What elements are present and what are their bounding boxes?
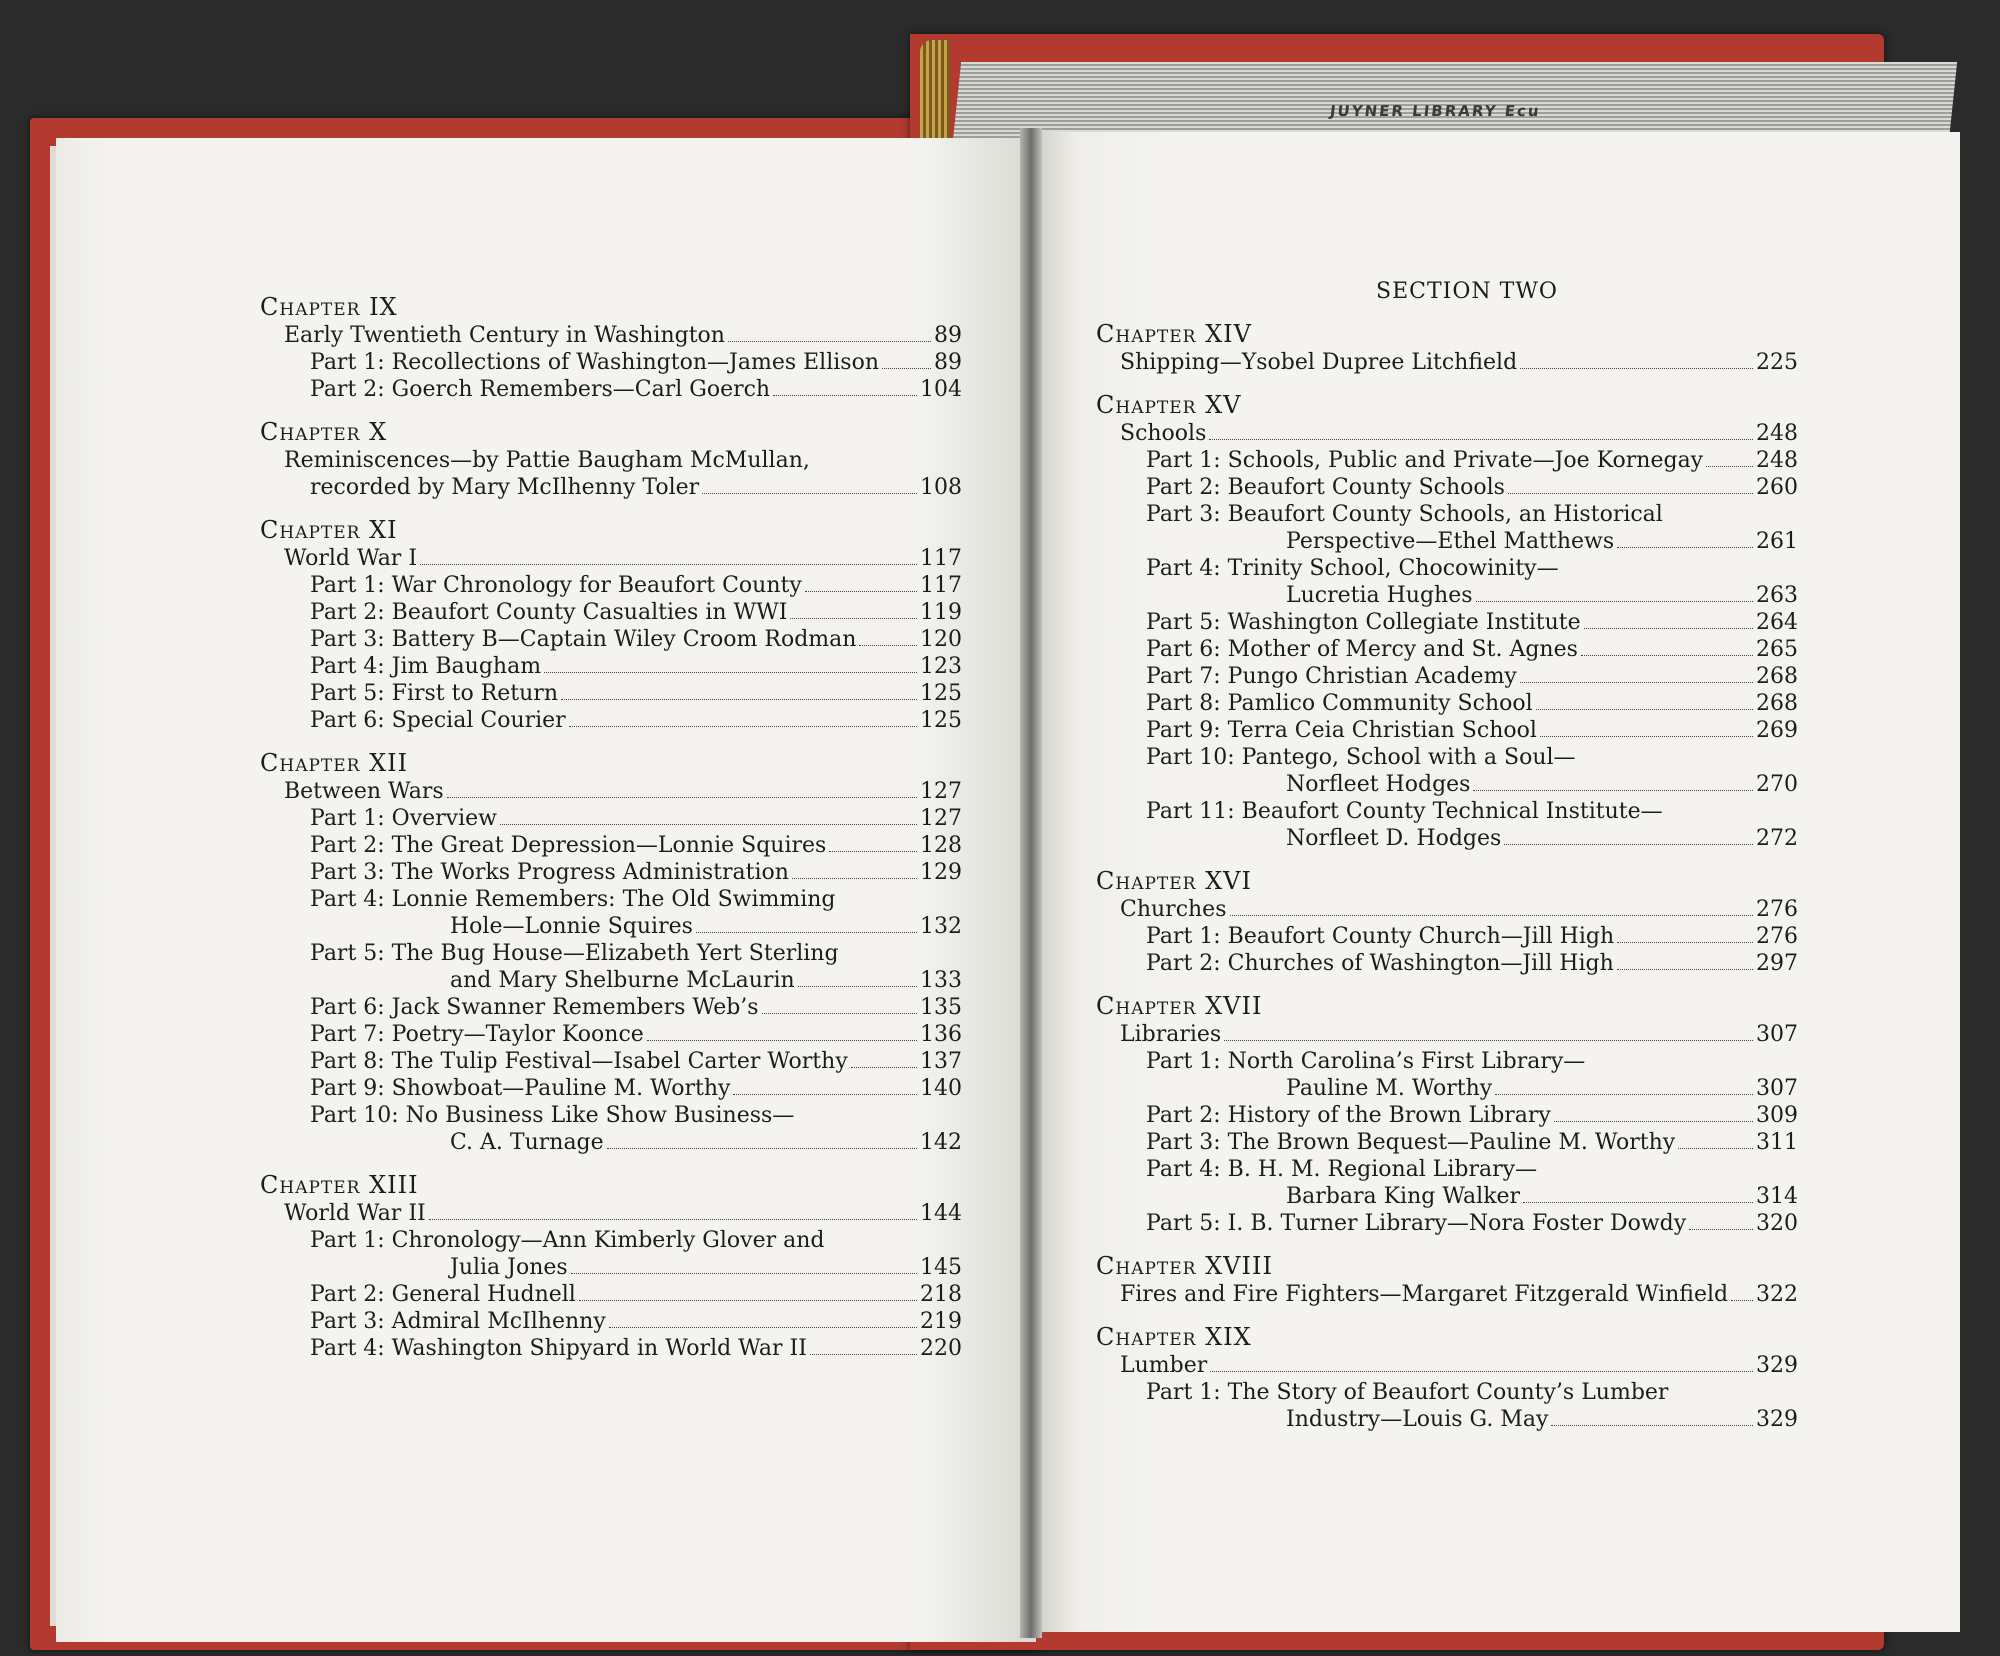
entry-title: Pauline M. Worthy [1286,1076,1493,1101]
entry-title: Part 6: Jack Swanner Remembers Web’s [310,995,759,1020]
page-number: 127 [920,806,962,831]
toc-line: Part 10: No Business Like Show Business— [310,1103,795,1128]
page-number: 307 [1756,1076,1798,1101]
toc-entry [1096,1129,1798,1156]
entry-title: Barbara King Walker [1286,1184,1521,1209]
page-number: 297 [1756,951,1798,976]
page-number: 140 [920,1076,962,1101]
dot-leader [798,986,917,987]
page-number: 129 [920,860,962,885]
toc-entry [1096,447,1798,474]
page-number: 269 [1756,718,1798,743]
left-table-of-contents [260,292,962,1362]
dot-leader [607,1148,917,1149]
toc-entry [1096,825,1798,852]
dot-leader [1617,942,1753,943]
dot-leader [1495,1094,1753,1095]
dot-leader [1536,709,1753,710]
entry-title: Part 2: General Hudnell [310,1282,576,1307]
toc-entry [1096,1102,1798,1129]
page-number: 144 [920,1201,962,1226]
toc-line: Part 11: Beaufort County Technical Institute— [1146,799,1663,824]
toc-entry [260,1021,962,1048]
dot-leader [1551,1425,1753,1426]
entry-title: Churches [1120,897,1227,922]
entry-title: Shipping—Ysobel Dupree Litchfield [1120,350,1518,375]
right-table-of-contents [1096,278,1798,1433]
chapter-heading: Chapter XIV [1096,320,1252,348]
chapter-heading: Chapter XIX [1096,1323,1252,1351]
page-number: 309 [1756,1103,1798,1128]
dot-leader [1209,439,1753,440]
entry-title: Early Twentieth Century in Washington [284,323,725,348]
dot-leader [829,851,917,852]
entry-title: Norfleet D. Hodges [1286,826,1502,851]
library-stamp: JUYNER LIBRARY Ecu [1329,102,1542,120]
dot-leader [1554,1121,1753,1122]
toc-entry [1096,896,1798,923]
toc-entry [260,572,962,599]
dot-leader [647,1040,917,1041]
entry-title: Industry—Louis G. May [1286,1407,1549,1432]
entry-title: Julia Jones [450,1255,568,1280]
toc-line: Part 4: Lonnie Remembers: The Old Swimming [310,887,836,912]
entry-title: Lucretia Hughes [1286,583,1473,608]
page-number: 108 [920,475,962,500]
dot-leader [1520,368,1753,369]
toc-line: Part 10: Pantego, School with a Soul— [1146,745,1576,770]
toc-entry [1096,1021,1798,1048]
dot-leader [762,1013,917,1014]
chapter-heading: Chapter XVII [1096,992,1263,1020]
page-number: 225 [1756,350,1798,375]
toc-entry [260,545,962,572]
dot-leader [790,618,917,619]
dot-leader [773,395,917,396]
toc-entry [1096,1406,1798,1433]
dot-leader [1523,1202,1753,1203]
dot-leader [1689,1229,1753,1230]
dot-leader [1617,547,1753,548]
page-number: 320 [1756,1211,1798,1236]
page-number: 128 [920,833,962,858]
page-number: 89 [934,350,962,375]
entry-title: Part 2: Goerch Remembers—Carl Goerch [310,377,771,402]
page-number: 145 [920,1255,962,1280]
entry-title: Part 5: Washington Collegiate Institute [1146,610,1581,635]
page-number: 117 [920,546,962,571]
toc-line: Part 4: Trinity School, Chocowinity— [1146,556,1559,581]
toc-entry [260,474,962,501]
entry-title: Part 1: Schools, Public and Private—Joe Kornegay [1146,448,1704,473]
dot-leader [579,1300,917,1301]
toc-line: Part 1: The Story of Beaufort County’s Lumber [1146,1380,1669,1405]
dot-leader [609,1327,917,1328]
toc-line: Part 1: Chronology—Ann Kimberly Glover and [310,1228,825,1253]
toc-entry [1096,1352,1798,1379]
page-number: 136 [920,1022,962,1047]
page-number: 117 [920,573,962,598]
toc-entry [1096,1075,1798,1102]
dot-leader [882,368,931,369]
toc-entry [1096,349,1798,376]
toc-entry [260,707,962,734]
dot-leader [733,1094,917,1095]
entry-title: Part 2: Beaufort County Casualties in WWI [310,600,788,625]
toc-entry [260,1254,962,1281]
dot-leader [500,824,917,825]
dot-leader [1508,493,1753,494]
entry-title: Part 6: Special Courier [310,708,566,733]
page-number: 276 [1756,897,1798,922]
dot-leader [1581,655,1753,656]
dot-leader [702,493,917,494]
dot-leader [810,1354,917,1355]
dot-leader [1678,1148,1753,1149]
entry-title: Part 9: Showboat—Pauline M. Worthy [310,1076,731,1101]
chapter-heading: Chapter XVIII [1096,1252,1273,1280]
entry-title: C. A. Turnage [450,1130,604,1155]
page-number: 133 [920,968,962,993]
entry-title: Part 4: Jim Baugham [310,654,542,679]
chapter-heading: Chapter XIII [260,1171,419,1199]
toc-entry [1096,420,1798,447]
page-number: 220 [920,1336,962,1361]
entry-title: and Mary Shelburne McLaurin [450,968,795,993]
toc-entry [260,322,962,349]
toc-entry [1096,1281,1798,1308]
toc-entry [1096,528,1798,555]
toc-line: Part 3: Beaufort County Schools, an Historical [1146,502,1663,527]
dot-leader [728,341,931,342]
entry-title: Part 1: Recollections of Washington—James Ellison [310,350,879,375]
toc-entry [260,626,962,653]
dot-leader [1520,682,1753,683]
page-number: 268 [1756,664,1798,689]
toc-entry [260,1048,962,1075]
page-number: 120 [920,627,962,652]
toc-entry [1096,474,1798,501]
entry-title: Part 9: Terra Ceia Christian School [1146,718,1537,743]
page-number: 261 [1756,529,1798,554]
toc-entry [260,1200,962,1227]
toc-entry [260,1075,962,1102]
toc-entry [1096,1210,1798,1237]
entry-title: Part 2: Beaufort County Schools [1146,475,1505,500]
toc-entry [1096,950,1798,977]
toc-entry [1096,663,1798,690]
toc-entry [260,1281,962,1308]
page-number: 311 [1756,1130,1798,1155]
toc-entry [1096,636,1798,663]
entry-title: Part 6: Mother of Mercy and St. Agnes [1146,637,1578,662]
toc-entry [260,994,962,1021]
toc-entry [260,805,962,832]
entry-title: Norfleet Hodges [1286,772,1471,797]
page-number: 322 [1756,1282,1798,1307]
dot-leader [1224,1040,1753,1041]
entry-title: Part 8: The Tulip Festival—Isabel Carter Worthy [310,1049,848,1074]
entry-title: Part 5: I. B. Turner Library—Nora Foster Dowdy [1146,1211,1687,1236]
entry-title: Part 3: The Works Progress Administration [310,860,789,885]
entry-title: Lumber [1120,1353,1208,1378]
dot-leader [420,564,917,565]
dot-leader [805,591,917,592]
entry-title: Part 5: First to Return [310,681,558,706]
page-number: 125 [920,681,962,706]
toc-entry [260,349,962,376]
entry-title: Part 1: War Chronology for Beaufort County [310,573,802,598]
page-number: 264 [1756,610,1798,635]
dot-leader [1504,844,1753,845]
toc-entry [260,859,962,886]
dot-leader [544,672,917,673]
page-number: 248 [1756,421,1798,446]
chapter-heading: Chapter XV [1096,391,1242,419]
entry-title: Part 2: The Great Depression—Lonnie Squires [310,833,827,858]
chapter-heading: Chapter XVI [1096,867,1252,895]
page-number: 272 [1756,826,1798,851]
entry-title: Part 3: The Brown Bequest—Pauline M. Worthy [1146,1130,1676,1155]
page-number: 260 [1756,475,1798,500]
toc-line: Reminiscences—by Pattie Baugham McMullan, [284,448,810,473]
entry-title: Libraries [1120,1022,1222,1047]
page-number: 218 [920,1282,962,1307]
dot-leader [1476,601,1753,602]
entry-title: Schools [1120,421,1207,446]
entry-title: Part 7: Pungo Christian Academy [1146,664,1517,689]
toc-entry [1096,582,1798,609]
chapter-heading: Chapter X [260,418,388,446]
entry-title: Part 4: Washington Shipyard in World War II [310,1336,807,1361]
page-number: 263 [1756,583,1798,608]
toc-entry [260,832,962,859]
dot-leader [1706,466,1753,467]
page-number: 219 [920,1309,962,1334]
chapter-heading: Chapter IX [260,293,398,321]
chapter-heading: Chapter XII [260,749,409,777]
dot-leader [1210,1371,1753,1372]
toc-entry [260,376,962,403]
page-number: 127 [920,779,962,804]
toc-entry [260,680,962,707]
spine-headband [920,40,950,140]
entry-title: Part 3: Admiral McIlhenny [310,1309,606,1334]
toc-entry [260,913,962,940]
entry-title: Part 3: Battery B—Captain Wiley Croom Rodman [310,627,857,652]
page-number: 137 [920,1049,962,1074]
page-number: 265 [1756,637,1798,662]
dot-leader [1473,790,1753,791]
toc-line: Part 4: B. H. M. Regional Library— [1146,1157,1538,1182]
entry-title: Part 7: Poetry—Taylor Koonce [310,1022,644,1047]
dot-leader [696,932,917,933]
page-number: 104 [920,377,962,402]
page-number: 329 [1756,1353,1798,1378]
section-title: SECTION TWO [1376,279,1558,304]
page-number: 270 [1756,772,1798,797]
page-number: 125 [920,708,962,733]
dot-leader [569,726,917,727]
dot-leader [1230,915,1754,916]
dot-leader [851,1067,917,1068]
dot-leader [1731,1300,1753,1301]
toc-line: Part 5: The Bug House—Elizabeth Yert Sterling [310,941,839,966]
entry-title: Part 1: Beaufort County Church—Jill High [1146,924,1615,949]
page-number: 307 [1756,1022,1798,1047]
book-gutter [1020,128,1042,1638]
entry-title: Hole—Lonnie Squires [450,914,693,939]
dot-leader [561,699,917,700]
dot-leader [1617,969,1753,970]
chapter-heading: Chapter XI [260,516,398,544]
toc-entry [260,1335,962,1362]
entry-title: Part 1: Overview [310,806,497,831]
entry-title: Between Wars [284,779,444,804]
page-number: 135 [920,995,962,1020]
entry-title: Part 2: History of the Brown Library [1146,1103,1551,1128]
entry-title: Part 8: Pamlico Community School [1146,691,1533,716]
page-number: 329 [1756,1407,1798,1432]
page-number: 89 [934,323,962,348]
toc-line: Part 1: North Carolina’s First Library— [1146,1049,1586,1074]
toc-entry [260,778,962,805]
page-number: 142 [920,1130,962,1155]
dot-leader [792,878,917,879]
entry-title: Part 2: Churches of Washington—Jill High [1146,951,1614,976]
toc-entry [260,1308,962,1335]
toc-entry [260,653,962,680]
toc-entry [1096,923,1798,950]
toc-entry [1096,771,1798,798]
toc-entry [260,1129,962,1156]
dot-leader [447,797,917,798]
page-number: 276 [1756,924,1798,949]
toc-entry [260,599,962,626]
page-number: 268 [1756,691,1798,716]
dot-leader [571,1273,917,1274]
page-number: 119 [920,600,962,625]
entry-title: World War II [284,1201,426,1226]
dot-leader [1584,628,1753,629]
dot-leader [859,645,917,646]
dot-leader [1540,736,1753,737]
page-number: 314 [1756,1184,1798,1209]
entry-title: Fires and Fire Fighters—Margaret Fitzgerald Winfield [1120,1282,1729,1307]
toc-entry [1096,1183,1798,1210]
toc-entry [1096,717,1798,744]
page-number: 248 [1756,448,1798,473]
entry-title: World War I [284,546,418,571]
toc-entry [260,967,962,994]
page-number: 132 [920,914,962,939]
entry-title: Perspective—Ethel Matthews [1286,529,1615,554]
dot-leader [429,1219,917,1220]
page-number: 123 [920,654,962,679]
entry-title: recorded by Mary McIlhenny Toler [310,475,700,500]
toc-entry [1096,690,1798,717]
toc-entry [1096,609,1798,636]
